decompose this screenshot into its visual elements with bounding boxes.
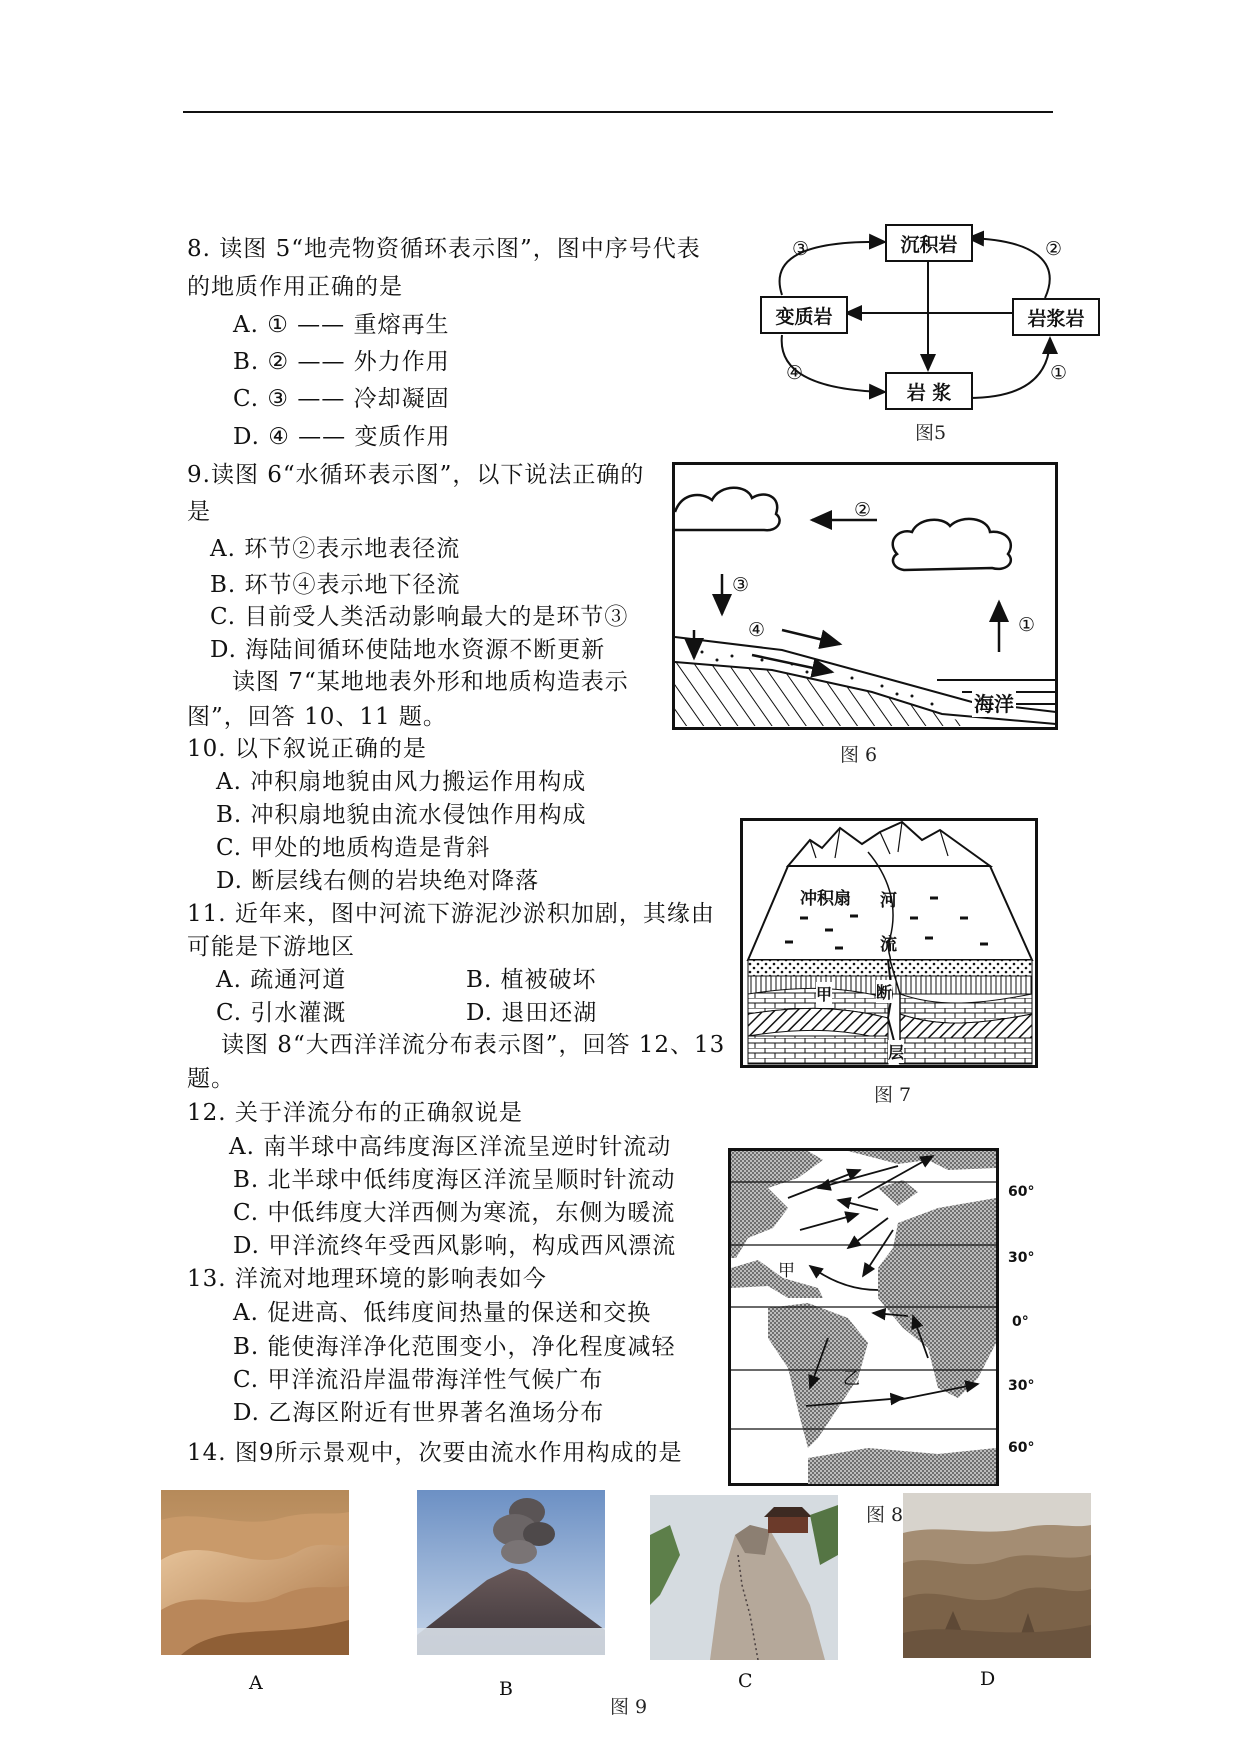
figure-6-caption: 图 6 [840,744,878,766]
q11-option-c[interactable]: C. 引水灌溉 [216,1000,347,1026]
fig7-label-fault1: 断 [876,980,892,1003]
figure-7-caption: 图 7 [874,1084,912,1106]
q10-option-c[interactable]: C. 甲处的地质构造是背斜 [216,835,491,861]
fig9-label-c: C [738,1670,753,1692]
q13-option-c[interactable]: C. 甲洋流沿岸温带海洋性气候广布 [233,1367,604,1393]
q12-option-d[interactable]: D. 甲洋流终年受西风影响，构成西风漂流 [233,1233,677,1259]
q13-option-d[interactable]: D. 乙海区附近有世界著名渔场分布 [233,1400,605,1426]
fig6-marker-1: ① [1018,614,1036,636]
fig9-label-a: A [249,1672,263,1694]
marker-3: ③ [792,238,810,260]
box-magma: 岩 浆 [885,372,973,410]
q8-stem-line1: 8. 读图 5“地壳物资循环表示图”，图中序号代表 [187,236,701,262]
q9-option-b[interactable]: B. 环节④表示地下径流 [210,572,461,598]
fig8-lat-30n: 30° [1008,1250,1035,1266]
fig9-label-b: B [499,1678,513,1700]
q10-option-a[interactable]: A. 冲积扇地貌由风力搬运作用构成 [216,769,587,795]
q8-option-b[interactable]: B. ② —— 外力作用 [233,349,450,375]
q8-option-d[interactable]: D. ④ —— 变质作用 [233,424,451,450]
q12-option-a[interactable]: A. 南半球中高纬度海区洋流呈逆时针流动 [229,1134,672,1160]
q8-option-c[interactable]: C. ③ —— 冷却凝固 [233,386,450,412]
q9-option-a[interactable]: A. 环节②表示地表径流 [210,536,461,562]
q8-option-a[interactable]: A. ① —— 重熔再生 [233,312,450,338]
fig6-marker-2: ② [854,499,872,521]
q11-option-a[interactable]: A. 疏通河道 [216,967,347,993]
q9-option-d[interactable]: D. 海陆间循环使陆地水资源不断更新 [210,637,606,663]
q10-stem: 10. 以下叙说正确的是 [187,736,427,762]
fig8-lat-60s: 60° [1008,1440,1035,1456]
fig7-label-river1: 河 [880,891,897,911]
q13-option-b[interactable]: B. 能使海洋净化范围变小，净化程度减轻 [233,1334,676,1360]
photo-a-sand-dunes [161,1490,349,1655]
q10-option-b[interactable]: B. 冲积扇地貌由流水侵蚀作用构成 [216,802,587,828]
q11-option-d[interactable]: D. 退田还湖 [466,1000,598,1026]
box-igneous-rock: 岩浆岩 [1012,298,1100,336]
fig9-label-d: D [980,1668,996,1690]
q9-stem-line2: 是 [187,499,211,525]
figure-9-caption: 图 9 [610,1696,648,1718]
q13-stem: 13. 洋流对地理环境的影响表如今 [187,1266,547,1292]
q12-stem: 12. 关于洋流分布的正确叙说是 [187,1100,523,1126]
q12-option-b[interactable]: B. 北半球中低纬度海区洋流呈顺时针流动 [233,1167,676,1193]
fig7-label-fault2: 层 [888,1040,904,1063]
fig6-sea-label: 海洋 [972,688,1016,717]
q8-stem-line2: 的地质作用正确的是 [187,274,403,300]
fig8-label-yi: 乙 [843,1369,860,1389]
q9-stem-line1: 9.读图 6“水循环表示图”，以下说法正确的 [187,462,645,488]
header-rule [183,111,1053,113]
fig7-label-jia: 甲 [816,982,832,1005]
intro8-line2: 题。 [187,1066,235,1092]
photo-b-volcano [417,1490,605,1655]
fig6-marker-4: ④ [748,619,766,641]
q13-option-a[interactable]: A. 促进高、低纬度间热量的保送和交换 [233,1300,652,1326]
photo-d-loess-gullies [903,1493,1091,1658]
marker-1: ① [1050,362,1068,384]
box-sedimentary-rock: 沉积岩 [885,224,973,262]
q11-option-b[interactable]: B. 植被破坏 [466,967,597,993]
figure-8 [728,1148,1073,1528]
marker-4: ④ [786,362,804,384]
q12-option-c[interactable]: C. 中低纬度大洋西侧为寒流，东侧为暖流 [233,1200,676,1226]
figure-5 [750,220,1110,450]
fig8-lat-0: 0° [1012,1314,1029,1330]
fig8-lat-60n: 60° [1008,1184,1035,1200]
fig8-lat-30s: 30° [1008,1378,1035,1394]
fig7-label-fan: 冲积扇 [800,889,851,909]
q9-option-c[interactable]: C. 目前受人类活动影响最大的是环节③ [210,604,629,630]
q10-option-d[interactable]: D. 断层线右侧的岩块绝对降落 [216,868,540,894]
fig6-marker-3: ③ [732,574,750,596]
q14-stem: 14. 图9所示景观中，次要由流水作用构成的是 [187,1440,683,1466]
photo-c-granite-cliff [650,1495,838,1660]
marker-2: ② [1045,238,1063,260]
intro7-line2: 图”，回答 10、11 题。 [187,704,447,730]
fig7-label-river2: 流 [880,935,897,955]
intro7-line1: 读图 7“某地地表外形和地质构造表示 [232,669,629,695]
figure-8-caption: 图 8 [866,1504,904,1526]
q11-stem-line2: 可能是下游地区 [187,934,355,960]
q11-stem-line1: 11. 近年来，图中河流下游泥沙淤积加剧，其缘由 [187,901,715,927]
fig8-label-jia: 甲 [778,1261,795,1281]
intro8-line1: 读图 8“大西洋洋流分布表示图”，回答 12、13 [221,1032,726,1058]
figure-5-caption: 图5 [915,422,947,444]
figure-6 [672,462,1062,766]
box-metamorphic-rock: 变质岩 [760,296,848,334]
figure-7 [740,818,1040,1108]
